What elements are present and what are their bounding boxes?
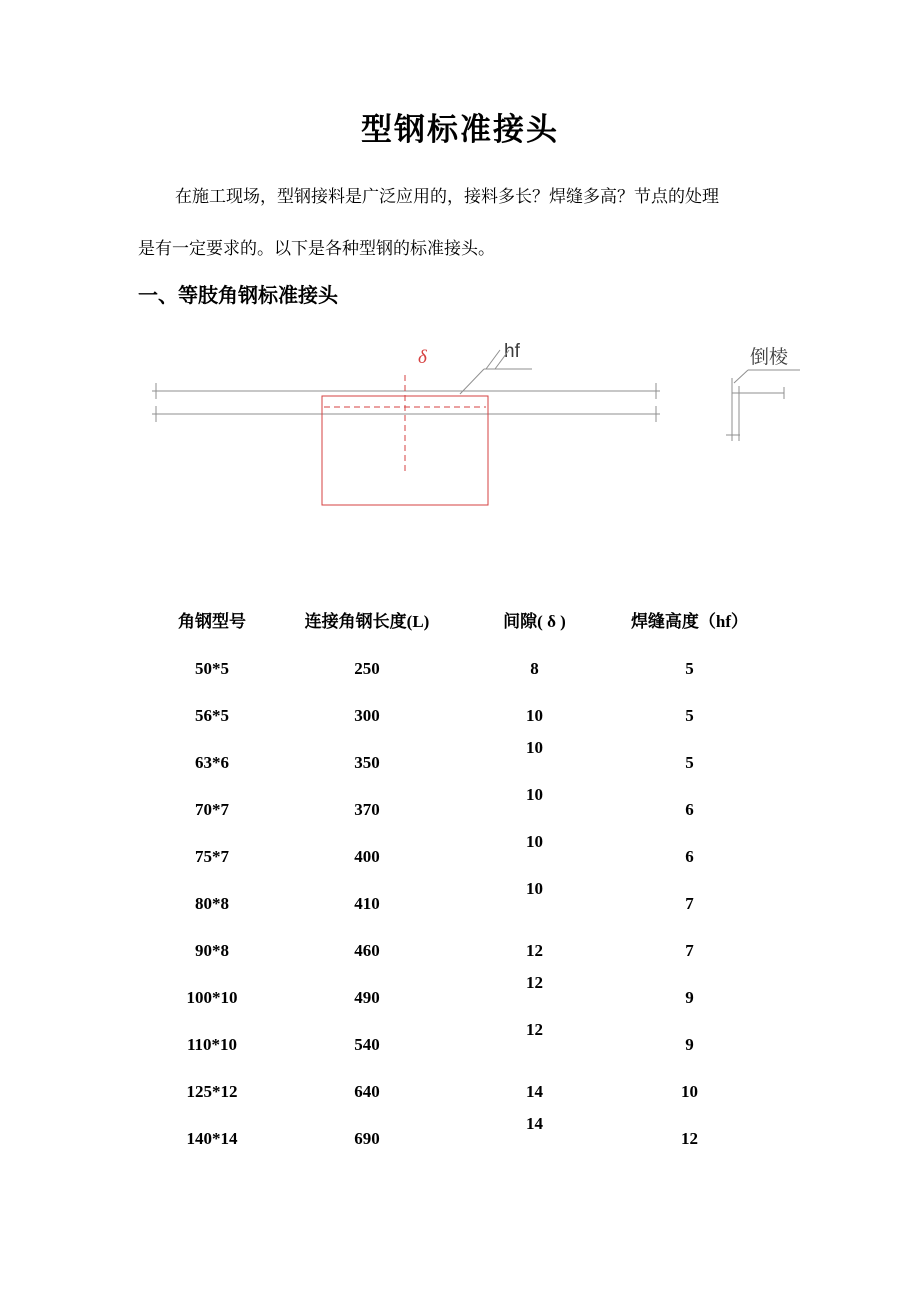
joint-table-body: [152, 645, 772, 1162]
angle-steel-joint-figure: [148, 323, 820, 525]
intro-paragraph: [138, 171, 782, 275]
header-weld-height: 焊缝高度（hf）: [630, 611, 749, 631]
weld-cell: 7: [685, 893, 694, 913]
length-cell: 300: [354, 705, 380, 725]
table-row: [152, 974, 772, 1021]
length-cell: 640: [354, 1081, 380, 1101]
model-cell: 110*10: [186, 1034, 238, 1054]
gap-cell: 12: [526, 1019, 543, 1039]
weld-cell: 5: [685, 658, 694, 678]
length-cell: 350: [354, 752, 380, 772]
table-row: [152, 1068, 772, 1115]
intro-line-1: 在施工现场，型钢接料是广泛应用的，接料多长？焊缝多高？节点的处理: [175, 187, 719, 206]
intro-line-2: 是有一定要求的。以下是各种型钢的标准接头。: [138, 239, 495, 258]
weld-cell: 6: [685, 846, 694, 866]
header-model: 角钢型号: [178, 611, 246, 631]
weld-cell: 6: [685, 799, 694, 819]
length-cell: 690: [354, 1128, 380, 1148]
model-cell: 100*10: [186, 987, 238, 1007]
length-cell: 540: [354, 1034, 380, 1054]
length-cell: 460: [354, 940, 380, 960]
gap-cell: 10: [526, 737, 543, 757]
page-title: 型钢标准接头: [361, 112, 559, 147]
chamfer-label: 倒棱: [750, 347, 789, 368]
weld-cell: 5: [685, 752, 694, 772]
table-row: [152, 833, 772, 880]
model-cell: 50*5: [195, 658, 229, 678]
length-cell: 410: [354, 893, 380, 913]
weld-cell: 9: [685, 987, 694, 1007]
chamfer-leader-line: [734, 370, 748, 383]
model-cell: 140*14: [186, 1128, 238, 1148]
model-cell: 80*8: [195, 893, 229, 913]
length-cell: 250: [354, 658, 380, 678]
table-row: [152, 927, 772, 974]
gap-cell: 12: [526, 972, 543, 992]
model-cell: 75*7: [195, 846, 229, 866]
weld-cell: 5: [685, 705, 694, 725]
gap-cell: 10: [526, 831, 543, 851]
weld-cell: 12: [681, 1128, 698, 1148]
table-row: [152, 1115, 772, 1162]
length-cell: 370: [354, 799, 380, 819]
gap-cell: 10: [526, 705, 543, 725]
table-row: [152, 786, 772, 833]
weld-leader-line: [460, 369, 484, 394]
table-row: [152, 739, 772, 786]
model-cell: 56*5: [195, 705, 229, 725]
weld-symbol-slash-1: [486, 350, 500, 369]
gap-cell: 14: [526, 1081, 543, 1101]
table-row: [152, 880, 772, 927]
gap-cell: 14: [526, 1113, 543, 1133]
weld-cell: 7: [685, 940, 694, 960]
model-cell: 63*6: [195, 752, 229, 772]
table-row: [152, 645, 772, 692]
length-cell: 400: [354, 846, 380, 866]
table-row: [152, 692, 772, 739]
length-cell: 490: [354, 987, 380, 1007]
header-gap: 间隙( δ ): [503, 611, 566, 631]
model-cell: 125*12: [186, 1081, 238, 1101]
header-length: 连接角钢长度(L): [304, 611, 430, 631]
joint-dimension-table: [152, 593, 772, 1162]
cad-drawing: [148, 323, 820, 525]
gap-cell: 10: [526, 878, 543, 898]
gap-cell: 12: [526, 940, 543, 960]
table-row: [152, 1021, 772, 1068]
weld-cell: 10: [681, 1081, 698, 1101]
section-heading: 一、等肢角钢标准接头: [138, 285, 338, 307]
weld-height-label: hf: [504, 341, 520, 362]
gap-cell: 10: [526, 784, 543, 804]
delta-gap-label: δ: [418, 347, 427, 368]
table-header-row: [152, 593, 772, 645]
weld-cell: 9: [685, 1034, 694, 1054]
gap-cell: 8: [530, 658, 539, 678]
model-cell: 70*7: [195, 799, 229, 819]
model-cell: 90*8: [195, 940, 229, 960]
